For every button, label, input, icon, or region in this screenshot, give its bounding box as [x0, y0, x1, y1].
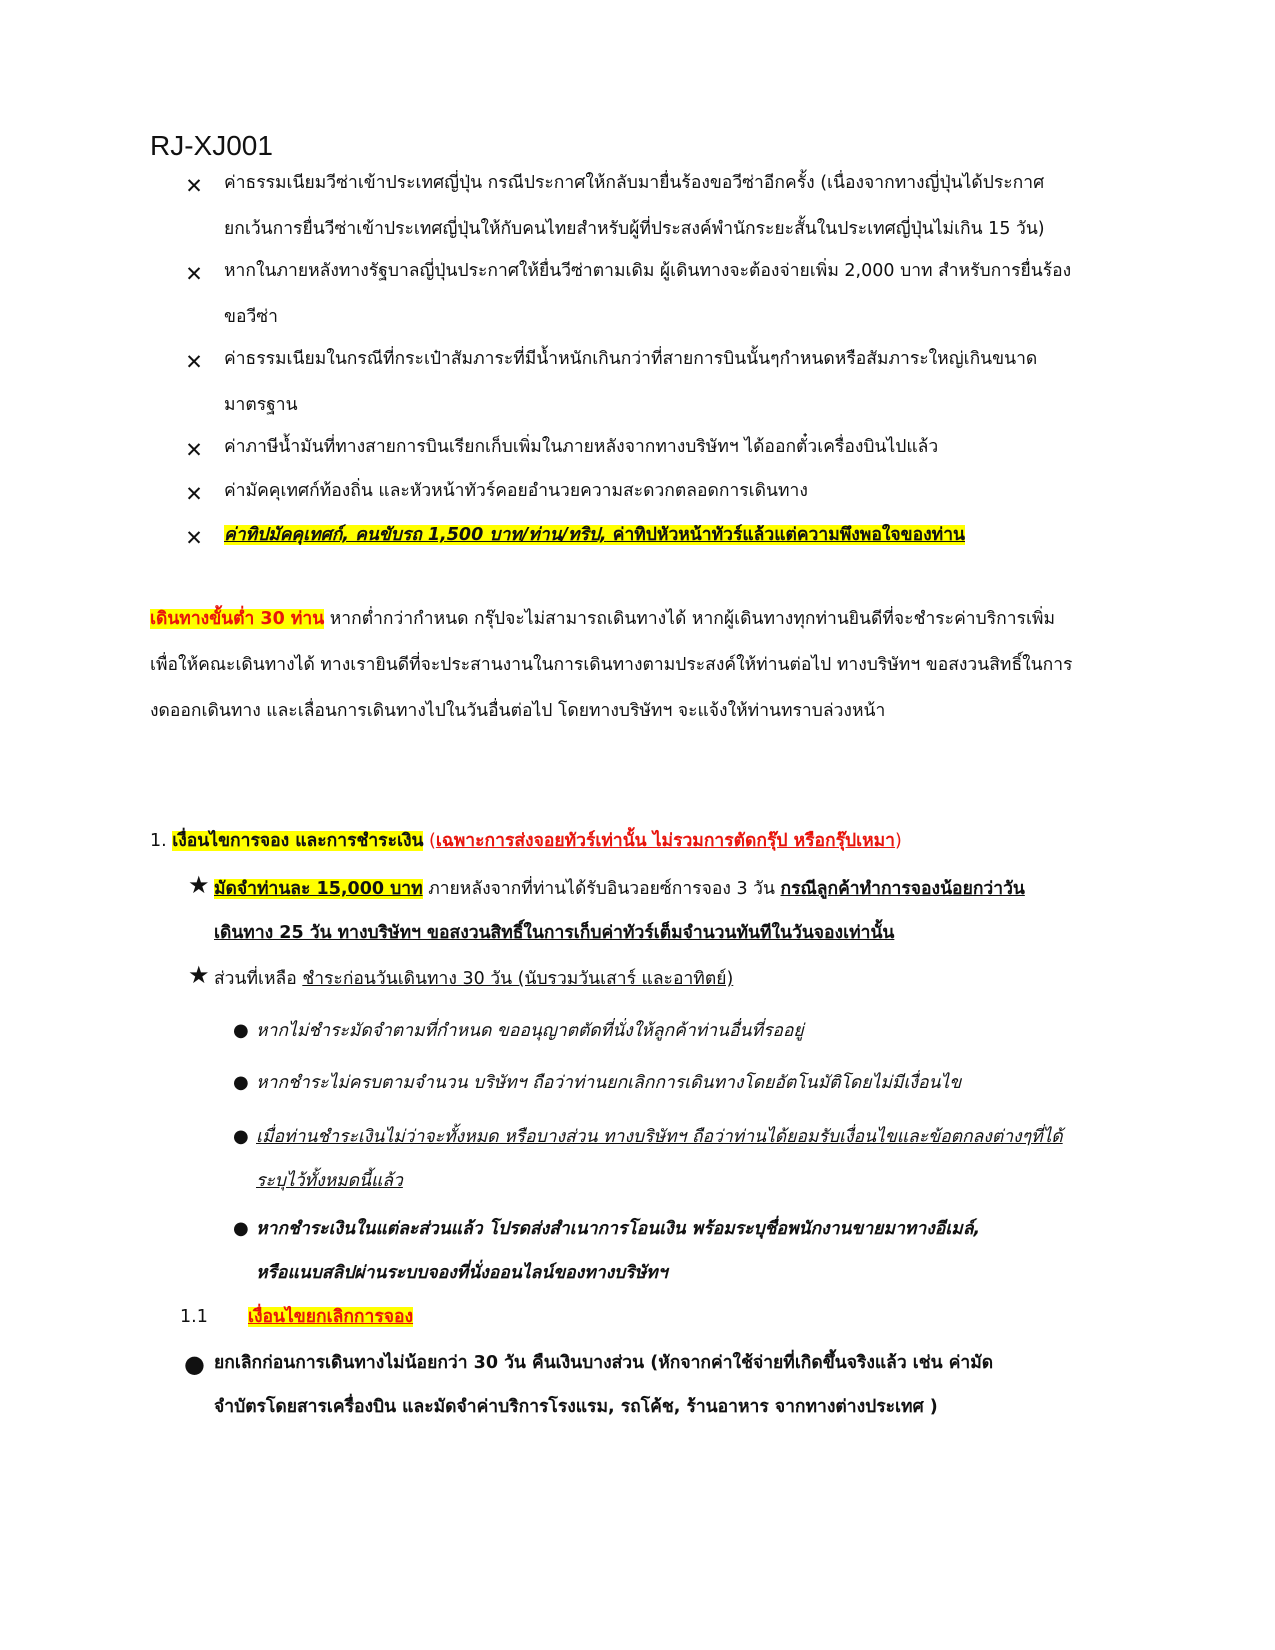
cross-icon: ✕	[185, 482, 203, 506]
deposit-line-1	[214, 866, 1025, 912]
cross-icon: ✕	[185, 526, 203, 550]
cross-icon: ✕	[185, 174, 203, 198]
document-title: RJ-XJ001	[150, 130, 273, 161]
sub-item-2: หากชำระไม่ครบตามจำนวน บริษัทฯ ถือว่าท่านยกเลิกการเดินทางโดยอัตโนมัติโดยไม่มีเงื่อนไข	[256, 1073, 962, 1093]
sub-item-4-line-2: หรือแนบสลิปผ่านระบบจองที่นั่งออนไลน์ของทางบริษัทฯ	[256, 1263, 668, 1283]
min-group-text: หากต่ำกว่ากำหนด กรุ๊ปจะไม่สามารถเดินทางได้ หากผู้เดินทางทุกท่านยินดีที่จะชำระค่าบริการเพิ่ม	[324, 609, 1055, 629]
excluded-item-5: ค่ามัคคุเทศก์ท้องถิ่น และหัวหน้าทัวร์คอยอำนวยความสะดวกตลอดการเดินทาง	[224, 481, 808, 501]
excluded-item-1-line-1: ค่าธรรมเนียมวีซ่าเข้าประเทศญี่ปุ่น กรณีประกาศให้กลับมายื่นร้องขอวีซ่าอีกครั้ง (เนื่องจากทางญี่ปุ่นได้ประกาศ	[224, 173, 1045, 193]
excluded-item-3-line-1: ค่าธรรมเนียมในกรณีที่กระเป๋าสัมภาระที่มีน้ำหนักเกินกว่าที่สายการบินนั้นๆกำหนดหรือสัมภาระใหญ่เกินขนาด	[224, 349, 1038, 369]
section-1-note-close: )	[895, 831, 902, 851]
sub-item-3-line-1: เมื่อท่านชำระเงินไม่ว่าจะทั้งหมด หรือบางส่วน ทางบริษัทฯ ถือว่าท่านได้ยอมรับเงื่อนไขและข้อตกลงต่างๆที่ได้	[256, 1127, 1063, 1147]
balance-line	[214, 956, 733, 1002]
deposit-label: มัดจำท่านละ 15,000 บาท	[214, 879, 423, 899]
excluded-item-4: ค่าภาษีน้ำมันที่ทางสายการบินเรียกเก็บเพิ่มในภายหลังจากทางบริษัทฯ ได้ออกตั๋วเครื่องบินไปแล้ว	[224, 437, 939, 457]
min-group-line-3: งดออกเดินทาง และเลื่อนการเดินทางไปในวันอื่นต่อไป โดยทางบริษัทฯ จะแจ้งให้ท่านทราบล่วงหน้า	[150, 701, 886, 721]
cancel-item-1-line-2: จำบัตรโดยสารเครื่องบิน และมัดจำค่าบริการโรงแรม, รถโค้ช, ร้านอาหาร จากทางต่างประเทศ )	[214, 1397, 938, 1417]
section-1-note-open: (	[423, 831, 436, 851]
section-1-number: 1.	[150, 831, 173, 851]
section-1-heading	[150, 818, 1140, 864]
section-1-1-number: 1.1	[180, 1307, 208, 1327]
deposit-line-2: เดินทาง 25 วัน ทางบริษัทฯ ขอสงวนสิทธิ์ในการเก็บค่าทัวร์เต็มจำนวนทันทีในวันจองเท่านั้น	[214, 923, 895, 943]
tip-tour-leader: ค่าทิปหัวหน้าทัวร์แล้วแต่ความพึงพอใจของท่าน	[606, 525, 965, 545]
section-1-1-heading-wrap	[248, 1294, 413, 1340]
section-1-note: เฉพาะการส่งจอยทัวร์เท่านั้น ไม่รวมการตัดกรุ๊ป หรือกรุ๊ปเหมา	[435, 831, 896, 851]
bullet-icon: ●	[184, 1350, 205, 1378]
balance-prefix: ส่วนที่เหลือ	[214, 969, 303, 989]
excluded-item-2-line-2: ขอวีซ่า	[224, 307, 279, 327]
excluded-item-6	[224, 512, 1134, 558]
section-1-1-heading: เงื่อนไขยกเลิกการจอง	[248, 1307, 414, 1327]
cross-icon: ✕	[185, 350, 203, 374]
cross-icon: ✕	[185, 262, 203, 286]
balance-text: ชำระก่อนวันเดินทาง 30 วัน (นับรวมวันเสาร์ และอาทิตย์)	[302, 969, 734, 989]
excluded-item-1-line-2: ยกเว้นการยื่นวีซ่าเข้าประเทศญี่ปุ่นให้กับคนไทยสำหรับผู้ที่ประสงค์พำนักระยะสั้นในประเทศญี่ปุ่นไม่เกิน 15 วัน)	[224, 219, 1045, 239]
cancel-item-1-line-1: ยกเลิกก่อนการเดินทางไม่น้อยกว่า 30 วัน คืนเงินบางส่วน (หักจากค่าใช้จ่ายที่เกิดขึ้นจริงแล้ว เช่น ค่ามัด	[214, 1353, 994, 1373]
star-icon: ★	[188, 961, 210, 989]
bullet-icon: ●	[233, 1126, 249, 1147]
deposit-text: ภายหลังจากที่ท่านได้รับอินวอยซ์การจอง 3 วัน	[422, 879, 781, 899]
min-group-label: เดินทางขั้นต่ำ 30 ท่าน	[150, 609, 325, 629]
section-1-title: เงื่อนไขการจอง และการชำระเงิน	[172, 831, 424, 851]
cross-icon: ✕	[185, 438, 203, 462]
bullet-icon: ●	[233, 1072, 249, 1093]
star-icon: ★	[188, 871, 210, 899]
sub-item-4-line-1: หากชำระเงินในแต่ละส่วนแล้ว โปรดส่งสำเนาการโอนเงิน พร้อมระบุชื่อพนักงานขายมาทางอีเมล์,	[256, 1219, 981, 1239]
min-group-line-1	[150, 596, 1140, 642]
excluded-item-2-line-1: หากในภายหลังทางรัฐบาลญี่ปุ่นประกาศให้ยื่นวีซ่าตามเดิม ผู้เดินทางจะต้องจ่ายเพิ่ม 2,000 บาท สำหรับการยื่นร้อง	[224, 261, 1072, 281]
sub-item-3-line-2: ระบุไว้ทั้งหมดนี้แล้ว	[256, 1171, 403, 1191]
excluded-item-3-line-2: มาตรฐาน	[224, 395, 298, 415]
bullet-icon: ●	[233, 1020, 249, 1041]
deposit-bold-1: กรณีลูกค้าทำการจองน้อยกว่าวัน	[780, 879, 1025, 899]
bullet-icon: ●	[233, 1218, 249, 1239]
sub-item-1: หากไม่ชำระมัดจำตามที่กำหนด ขออนุญาตตัดที่นั่งให้ลูกค้าท่านอื่นที่รออยู่	[256, 1021, 804, 1041]
tip-guide-driver: ค่าทิปมัคคุเทศก์, คนขับรถ 1,500 บาท/ท่าน/ทริป,	[224, 525, 607, 545]
min-group-line-2: เพื่อให้คณะเดินทางได้ ทางเรายินดีที่จะประสานงานในการเดินทางตามประสงค์ให้ท่านต่อไป ทางบริษัทฯ ขอสงวนสิทธิ์ในการ	[150, 655, 1073, 675]
